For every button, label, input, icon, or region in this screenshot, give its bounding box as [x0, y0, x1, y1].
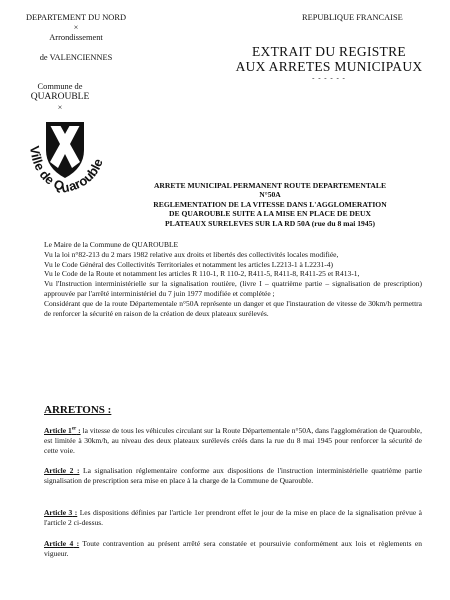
register-title-line-2: AUX ARRETES MUNICIPAUX — [235, 59, 423, 74]
arrete-title-line-3: REGLEMENTATION DE LA VITESSE DANS L'AGGLOMERATION — [153, 199, 387, 209]
article-4-label: Article 4 : — [44, 539, 80, 548]
arrete-title-line-2: N°50A — [259, 190, 281, 200]
arrete-title — [104, 181, 436, 228]
register-title-line-1: EXTRAIT DU REGISTRE — [252, 44, 406, 59]
arrete-title-line-1: ARRETE MUNICIPAL PERMANENT ROUTE DEPARTEMENTALE — [153, 181, 387, 190]
preamble-vu-1: Vu la loi n°82-213 du 2 mars 1982 relative aux droits et libertés des collectivités locales modifiée, — [44, 249, 339, 259]
preamble-vu-2: Vu le Code Général des Collectivités Territoriales et notamment les articles L2213-1 à L2231-4) — [44, 259, 334, 269]
country-header: REPUBLIQUE FRANCAISE — [302, 13, 403, 22]
article-1-label: Article 1er : — [44, 426, 81, 435]
preamble-vu-3: Vu le Code de la Route et notamment les articles R 110-1, R 110-2, R411-5, R411-8, R411-25 et R413-1, — [44, 269, 360, 279]
commune-header — [18, 82, 102, 113]
preamble-considering: Considérant que de la route Départementale n°50A représente un danger et que l'instauration de vitesse de 30km/h permettra de renforcer la sécurité en raison de la création de deux plateaux surélevés. — [44, 298, 422, 318]
article-4 — [44, 539, 422, 559]
article-2-text: La signalisation réglementaire conforme aux dispositions de l'instruction interministérielle quatrième partie signalisation de prescription sera mise en place à la charge de la Commune de Quarouble. — [44, 466, 422, 485]
arrete-title-line-4: DE QUAROUBLE SUITE A LA MISE EN PLACE DE DEUX — [169, 209, 371, 219]
article-1 — [44, 426, 422, 455]
title-dashes: - - - - - - — [312, 74, 346, 82]
article-3-text: Les dispositions définies par l'article 1er prendront effet le jour de la mise en place de la signalisation prévue à l'article 2 ci-dessus. — [44, 508, 422, 527]
preamble — [44, 240, 422, 318]
commune-label: Commune de — [37, 82, 83, 91]
article-4-text: Toute contravention au présent arrêté sera constatée et poursuivie conformément aux lois et règlements en vigueur. — [44, 539, 423, 558]
commune-name: QUAROUBLE — [30, 92, 90, 102]
arrondissement-label: Arrondissement — [49, 33, 103, 42]
town-seal — [14, 114, 114, 198]
register-title — [226, 44, 432, 82]
article-3-label: Article 3 : — [44, 508, 78, 517]
preamble-vu-4: Vu l'Instruction interministérielle sur la signalisation routière, (livre I – quatrième partie – signalisation de prescription) approuvée par l'arrêté interministériel du 7 juin 1977 modifiée et complétée ; — [44, 279, 422, 298]
article-3 — [44, 508, 422, 528]
department-name: DEPARTEMENT DU NORD — [25, 13, 126, 22]
header-separator: × — [73, 23, 79, 32]
department-header — [14, 13, 138, 63]
article-1-text: la vitesse de tous les véhicules circulant sur la Route Départementale n°50A, dans l'agglomération de Quarouble, est limitée à 30km/h, au niveau des deux plateaux surélevés créés dans la rue du 8 mai 1945 pour renforcer la sécurité de cette voie. — [44, 426, 422, 455]
article-2 — [44, 466, 422, 486]
arrete-title-line-5: PLATEAUX SURELEVES SUR LA RD 50A (rue du 8 mai 1945) — [165, 218, 375, 228]
commune-separator: × — [57, 103, 63, 112]
preamble-intro: Le Maire de la Commune de QUAROUBLE — [44, 240, 179, 249]
article-2-label: Article 2 : — [44, 466, 80, 475]
seal-text: Ville de Quarouble — [27, 144, 106, 196]
arretons-heading: ARRETONS : — [44, 404, 112, 416]
town-seal-icon — [14, 114, 114, 198]
arrondissement-city: de VALENCIENNES — [39, 53, 113, 62]
